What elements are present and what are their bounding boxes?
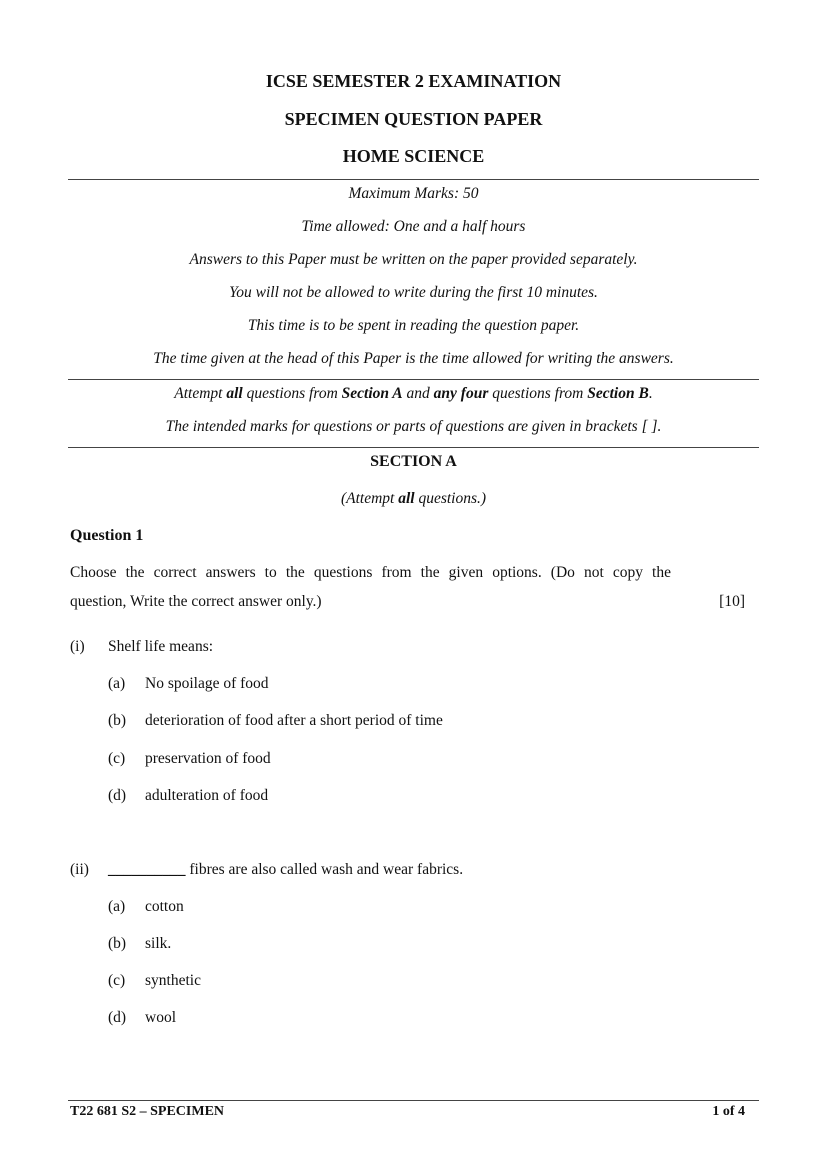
option-label: (b): [108, 935, 127, 952]
marks-note: The intended marks for questions or parts of questions are given in brackets [ ].: [165, 418, 662, 435]
option-label: (d): [108, 787, 127, 804]
instruction-reading: This time is to be spent in reading the question paper.: [247, 317, 580, 334]
section-a-heading: SECTION A: [370, 453, 457, 470]
fill-in-blank: __________: [108, 861, 186, 878]
exam-title: ICSE SEMESTER 2 EXAMINATION: [265, 71, 562, 91]
option-text: silk.: [145, 935, 172, 952]
subquestion-number: (ii): [70, 861, 89, 878]
max-marks: Maximum Marks: 50: [348, 185, 479, 202]
divider: [68, 447, 759, 448]
subquestion-text: Shelf life means:: [108, 638, 214, 655]
question-1-prompt-line1: Choose the correct answers to the questions from the given options. (Do not copy the: [70, 564, 671, 581]
option-label: (c): [108, 972, 126, 989]
option-text: synthetic: [145, 972, 201, 989]
attempt-instruction: Attempt all questions from Section A and any four questions from Section B.: [174, 385, 653, 402]
instruction-no-write: You will not be allowed to write during the first 10 minutes.: [229, 284, 598, 301]
instruction-time-given: The time given at the head of this Paper is the time allowed for writing the answers.: [153, 350, 674, 367]
question-1-heading: Question 1: [70, 527, 144, 544]
paper-title: SPECIMEN QUESTION PAPER: [284, 109, 543, 129]
option-text: No spoilage of food: [145, 675, 269, 692]
option-text: adulteration of food: [145, 787, 269, 804]
option-text: cotton: [145, 898, 184, 915]
footer-paper-code: T22 681 S2 – SPECIMEN: [70, 1104, 225, 1119]
footer-page-number: 1 of 4: [712, 1104, 745, 1119]
instruction-answers: Answers to this Paper must be written on the paper provided separately.: [189, 251, 638, 268]
option-label: (b): [108, 712, 127, 729]
footer-divider: [68, 1100, 759, 1101]
section-a-instruction: (Attempt all questions.): [340, 490, 487, 507]
divider: [68, 179, 759, 180]
option-label: (d): [108, 1009, 127, 1026]
option-text: preservation of food: [145, 750, 271, 767]
option-label: (a): [108, 898, 126, 915]
subject-title: HOME SCIENCE: [342, 146, 485, 166]
subquestion-number: (i): [70, 638, 85, 655]
option-text: wool: [145, 1009, 176, 1026]
divider: [68, 379, 759, 380]
subquestion-text: __________ fibres are also called wash and wear fabrics.: [108, 861, 464, 878]
question-1-marks: [10]: [719, 593, 745, 610]
time-allowed: Time allowed: One and a half hours: [301, 218, 526, 235]
option-label: (a): [108, 675, 126, 692]
option-text: deterioration of food after a short period of time: [145, 712, 443, 729]
question-1-prompt-line2: question, Write the correct answer only.): [70, 593, 322, 610]
option-label: (c): [108, 750, 126, 767]
